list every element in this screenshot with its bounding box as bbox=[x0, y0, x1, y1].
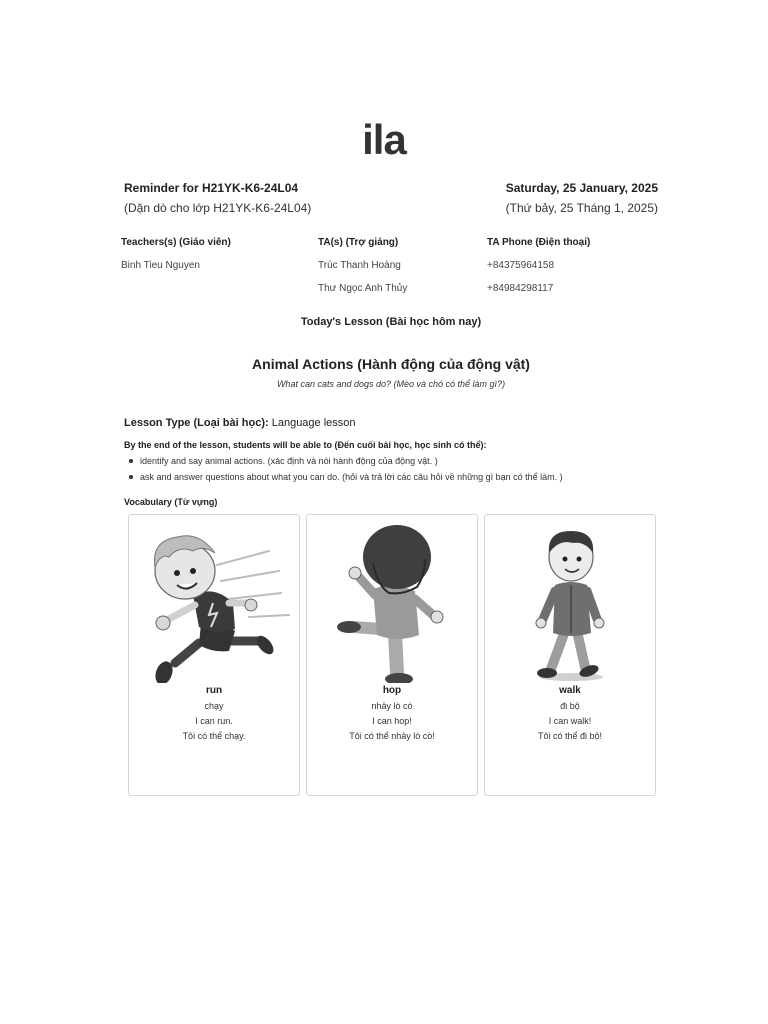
vocab-sentence-en: I can run. bbox=[195, 716, 233, 726]
vocab-word: walk bbox=[559, 685, 581, 696]
lesson-type-label: Lesson Type (Loại bài học): bbox=[124, 417, 269, 429]
phones-column bbox=[487, 237, 590, 295]
tas-heading: TA(s) (Trợ giảng) bbox=[318, 237, 399, 248]
vocab-word: hop bbox=[382, 685, 402, 696]
ila-logo: ila bbox=[362, 116, 406, 163]
vocab-card-walk bbox=[484, 514, 656, 796]
vocab-sentence-vi: Tôi có thể nhảy lò cò! bbox=[349, 731, 435, 741]
date-subtitle: (Thứ bảy, 25 Tháng 1, 2025) bbox=[505, 201, 658, 215]
lesson-type-value: Language lesson bbox=[271, 417, 356, 429]
vocab-sentence-vi: Tôi có thể đi bộ! bbox=[537, 731, 603, 741]
ta-phone: +84375964158 bbox=[487, 260, 555, 271]
vocab-card-hop bbox=[306, 514, 478, 796]
hopping-child-illustration bbox=[307, 523, 477, 683]
vocab-sentence-en: I can hop! bbox=[372, 716, 412, 726]
reminder-title: Reminder for H21YK-K6-24L04 bbox=[124, 181, 299, 195]
objectives-list bbox=[124, 455, 563, 487]
reminder-subtitle: (Dặn dò cho lớp H21YK-K6-24L04) bbox=[124, 201, 312, 215]
walking-boy-illustration bbox=[485, 523, 655, 683]
teacher-name: Binh Tieu Nguyen bbox=[121, 260, 200, 271]
lesson-title: Animal Actions (Hành động của động vật) bbox=[252, 356, 530, 372]
lesson-subtitle: What can cats and dogs do? (Mèo và chó có thể làm gì?) bbox=[276, 379, 506, 389]
objectives-heading: By the end of the lesson, students will be able to (Đến cuối bài học, học sinh có thể): bbox=[124, 440, 487, 450]
vocab-card-run bbox=[128, 514, 300, 796]
lesson-type bbox=[124, 417, 356, 429]
vocabulary-heading: Vocabulary (Từ vựng) bbox=[124, 497, 218, 507]
date-block bbox=[506, 181, 658, 215]
ta-name: Trúc Thanh Hoàng bbox=[318, 260, 401, 271]
ta-name: Thư Ngọc Anh Thủy bbox=[318, 283, 408, 294]
tas-column bbox=[318, 237, 407, 295]
vocab-translation: nhảy lò cò bbox=[371, 701, 413, 711]
reminder-block bbox=[124, 181, 311, 215]
ta-phone: +84984298117 bbox=[487, 283, 554, 294]
vocab-translation: đi bộ bbox=[560, 701, 580, 711]
teachers-heading: Teachers(s) (Giáo viên) bbox=[121, 237, 231, 248]
objective-item: ask and answer questions about what you can do. (hỏi và trả lời các câu hỏi về những gì bạn có thể làm. ) bbox=[124, 471, 563, 487]
vocab-word: run bbox=[205, 685, 223, 696]
objective-item: identify and say animal actions. (xác định và nói hành động của động vật. ) bbox=[124, 455, 563, 471]
vocab-translation: chạy bbox=[204, 701, 224, 711]
phones-heading: TA Phone (Điện thoại) bbox=[487, 237, 591, 248]
todays-lesson-heading: Today's Lesson (Bài học hôm nay) bbox=[300, 316, 482, 328]
running-boy-illustration bbox=[129, 523, 299, 683]
vocab-sentence-vi: Tôi có thể chạy. bbox=[182, 731, 246, 741]
vocab-sentence-en: I can walk! bbox=[548, 716, 592, 726]
teachers-column bbox=[121, 237, 231, 272]
date-title: Saturday, 25 January, 2025 bbox=[505, 181, 658, 195]
